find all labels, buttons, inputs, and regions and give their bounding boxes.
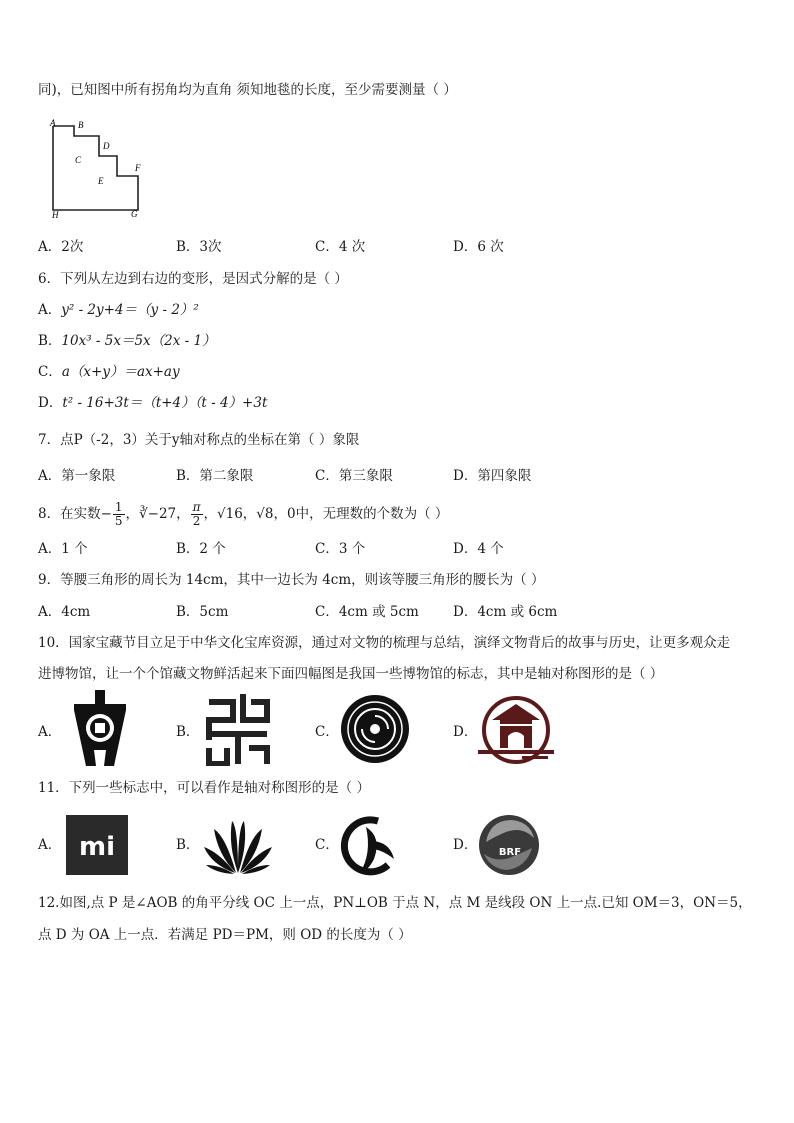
fraction-one-fifth: $\frac{1}{5}$	[114, 500, 123, 528]
huawei-logo	[202, 815, 274, 877]
museum-logo-d	[478, 692, 554, 764]
museum-logo-a	[66, 690, 134, 766]
q12-line2: 点 D 为 OA 上一点．若满足 PD＝PM，则 OD 的长度为（ ）	[38, 927, 412, 943]
q11-option-a-label: A．	[38, 837, 62, 853]
xiaomi-logo-text: mi	[78, 832, 116, 862]
q11-option-c-label: C．	[315, 837, 339, 853]
q9-option-c: C．4cm 或 5cm	[315, 604, 419, 620]
q10-option-a-label: A．	[38, 724, 62, 740]
q12-line1: 12.如图,点 P 是∠AOB 的角平分线 OC 上一点，PN⊥OB 于点 N，点 M 是线段 ON 上一点.已知 OM＝3，ON＝5，	[38, 895, 752, 911]
q10-option-c-label: C．	[315, 724, 339, 740]
q10-option-d-label: D．	[453, 724, 478, 740]
label-C: C	[75, 155, 82, 165]
label-B: B	[78, 120, 84, 130]
q5-stem: 同)，已知图中所有拐角均为直角 须知地毯的长度，至少需要测量（ ）	[38, 82, 457, 98]
q7-option-b: B．第二象限	[176, 468, 254, 484]
label-D: D	[103, 141, 110, 151]
label-A: A	[50, 118, 56, 128]
label-E: E	[98, 176, 104, 186]
museum-logo-b	[203, 690, 273, 766]
xiaomi-logo	[66, 815, 128, 875]
brf-logo	[476, 812, 542, 878]
q11-option-b-label: B．	[176, 837, 200, 853]
q7-stem: 7．点P（-2，3）关于y轴对称点的坐标在第（ ）象限	[38, 432, 360, 448]
q9-option-d: D．4cm 或 6cm	[453, 604, 558, 620]
q8-option-d: D．4 个	[453, 541, 504, 557]
museum-logo-c	[340, 694, 410, 764]
q10-line2: 进博物馆，让一个个馆藏文物鲜活起来下面四幅图是我国一些博物馆的标志，其中是轴对称图形的是（ ）	[38, 666, 664, 682]
q7-option-a: A．第一象限	[38, 468, 116, 484]
logo-c-circle	[338, 815, 400, 877]
q7-option-d: D．第四象限	[453, 468, 532, 484]
label-H: H	[52, 210, 59, 220]
q10-option-b-label: B．	[176, 724, 200, 740]
q6-stem: 6．下列从左边到右边的变形，是因式分解的是（ ）	[38, 271, 348, 287]
q8-option-b: B．2 个	[176, 541, 226, 557]
q9-stem: 9．等腰三角形的周长为 14cm，其中一边长为 4cm，则该等腰三角形的腰长为（ ）	[38, 572, 545, 588]
q9-option-b: B．5cm	[176, 604, 229, 620]
q5-figure	[44, 116, 156, 222]
fraction-pi-half: $\frac{\pi}{2}$	[192, 500, 201, 528]
q6-option-b: B．10x³ - 5x＝5x（2x - 1）	[38, 333, 216, 349]
q11-stem: 11．下列一些标志中，可以看作是轴对称图形的是（ ）	[38, 780, 370, 796]
q11-option-d-label: D．	[453, 837, 478, 853]
q8-option-c: C．3 个	[315, 541, 366, 557]
q5-carpet-outline	[53, 126, 138, 210]
q10-line1: 10．国家宝藏节目立足于中华文化宝库资源，通过对文物的梳理与总结，演绎文物背后的故事与历史，让更多观众走	[38, 635, 731, 651]
q5-option-a: A．2次	[38, 239, 84, 255]
q9-option-a: A．4cm	[38, 604, 91, 620]
label-G: G	[131, 209, 138, 219]
q5-option-b: B．3次	[176, 239, 222, 255]
q5-option-c: C．4 次	[315, 239, 366, 255]
q6-option-d: D．t² - 16+3t＝（t+4）（t - 4）+3t	[38, 395, 268, 411]
q7-option-c: C．第三象限	[315, 468, 393, 484]
q5-option-d: D．6 次	[453, 239, 504, 255]
label-F: F	[135, 163, 141, 173]
brf-logo-text: BRF	[498, 847, 522, 858]
q8-stem: 8．在实数− $\frac{1}{5}$ ，∛−27， $\frac{\pi}{2}$ ，√16，√8，0中，无理数的个数为（ ）	[38, 500, 449, 528]
q8-option-a: A．1 个	[38, 541, 88, 557]
q6-option-c: C．a（x+y）＝ax+ay	[38, 364, 180, 380]
q6-option-a: A．y² - 2y+4＝（y - 2）²	[38, 302, 199, 318]
